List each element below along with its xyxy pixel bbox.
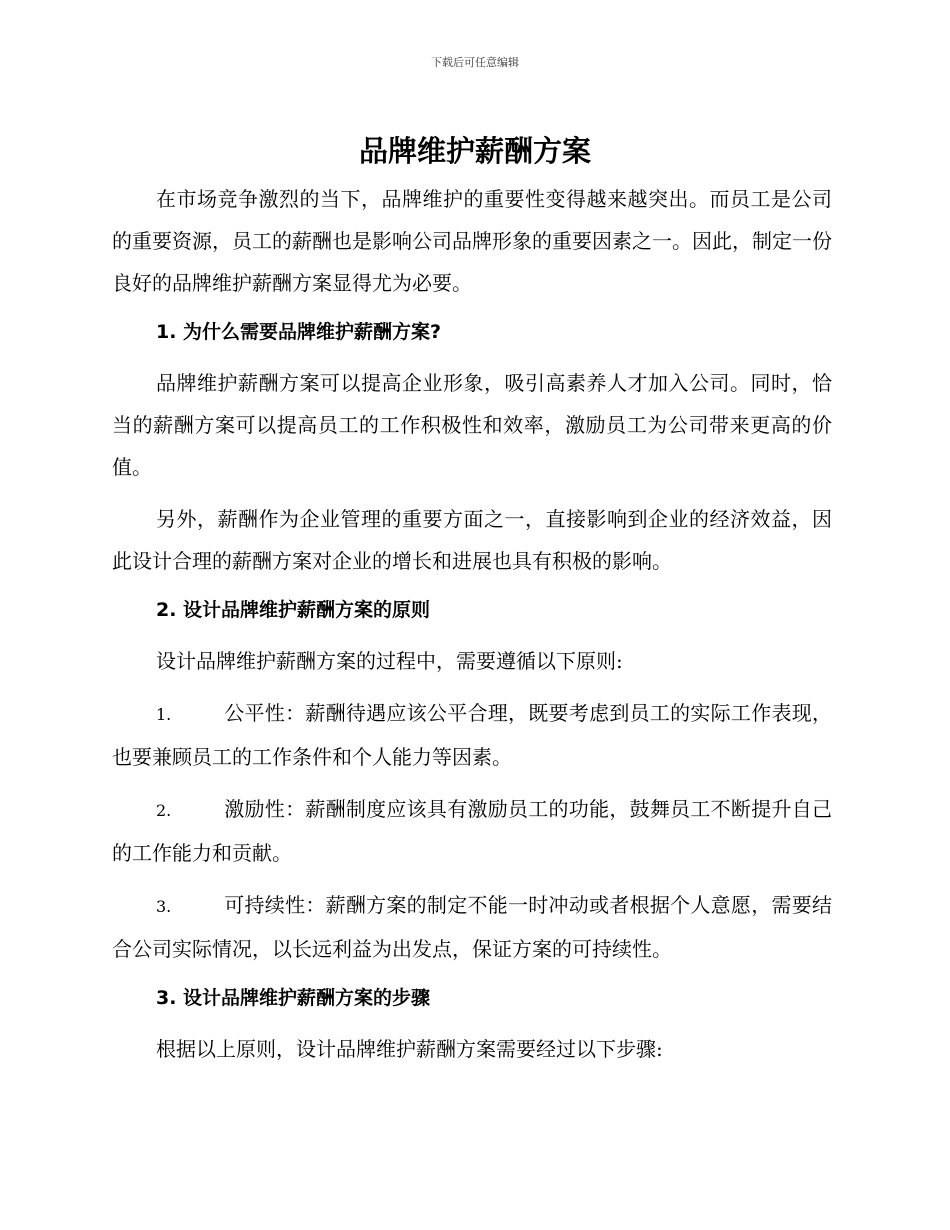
principle-item-2 [112,788,832,874]
section-3-intro: 根据以上原则，设计品牌维护薪酬方案需要经过以下步骤: [156,1037,663,1061]
section-2-heading: 2. 设计品牌维护薪酬方案的原则 [156,599,431,621]
list-item-text: 公平性：薪酬待遇应该公平合理，既要考虑到员工的实际工作表现，也要兼顾员工的工作条件和个人能力等因素。 [112,701,832,769]
document-title: 品牌维护薪酬方案 [358,134,591,168]
section-1-heading: 1. 为什么需要品牌维护薪酬方案? [156,321,442,343]
document-body [112,178,832,1070]
intro-paragraph: 在市场竞争激烈的当下，品牌维护的重要性变得越来越突出。而员工是公司的重要资源，员工的薪酬也是影响公司品牌形象的重要因素之一。因此，制定一份良好的品牌维护薪酬方案显得尤为必要。 [112,187,832,295]
section-2-intro: 设计品牌维护薪酬方案的过程中，需要遵循以下原则: [156,649,623,673]
list-number: 1. [156,705,172,724]
principle-item-1 [112,692,832,778]
principle-item-3 [112,884,832,970]
section-3-heading: 3. 设计品牌维护薪酬方案的步骤 [156,987,431,1009]
list-item-text: 可持续性：薪酬方案的制定不能一时冲动或者根据个人意愿，需要结合公司实际情况，以长远利益为出发点，保证方案的可持续性。 [112,893,832,961]
section-1-paragraph-2: 另外，薪酬作为企业管理的重要方面之一，直接影响到企业的经济效益，因此设计合理的薪酬方案对企业的增长和进展也具有积极的影响。 [112,507,832,573]
list-item-text: 激励性：薪酬制度应该具有激励员工的功能，鼓舞员工不断提升自己的工作能力和贡献。 [112,797,832,865]
section-1-paragraph-1: 品牌维护薪酬方案可以提高企业形象，吸引高素养人才加入公司。同时，恰当的薪酬方案可以提高员工的工作积极性和效率，激励员工为公司带来更高的价值。 [112,371,832,479]
list-number: 3. [156,897,172,916]
page-header: 下载后可任意编辑 [431,56,519,69]
list-number: 2. [156,801,172,820]
